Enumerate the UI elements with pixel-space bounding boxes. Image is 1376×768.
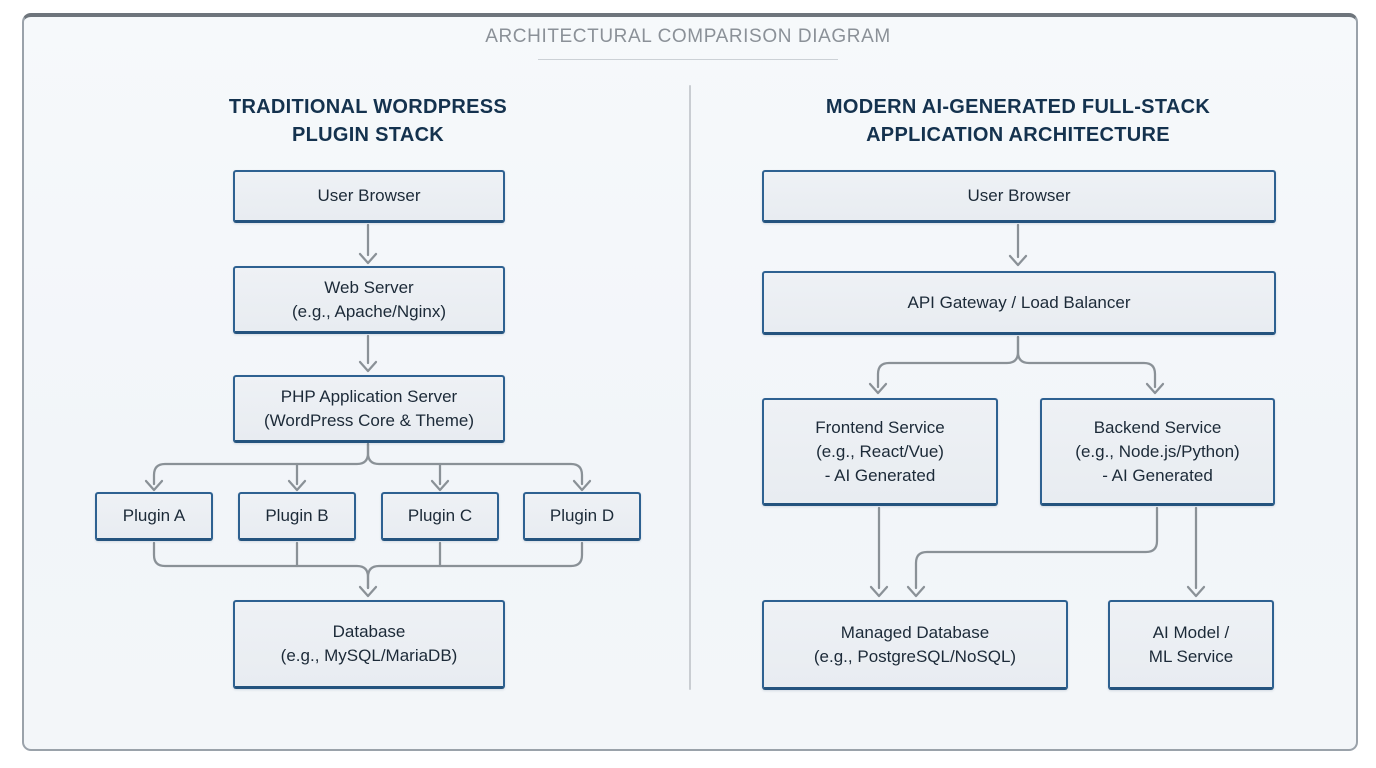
node-label: AI Model /: [1152, 622, 1230, 642]
node-plugin-b: [238, 492, 356, 541]
title-underline: [538, 59, 838, 60]
node-sublabel: (e.g., Node.js/Python): [1075, 441, 1240, 461]
node-label: Database: [332, 622, 406, 641]
right-heading-line-2: APPLICATION ARCHITECTURE: [866, 124, 1170, 146]
column-divider: [689, 85, 691, 690]
node-label: Web Server: [324, 277, 414, 297]
node-label: Managed Database: [840, 622, 990, 642]
node-label: PHP Application Server: [280, 386, 458, 406]
node-database: [233, 600, 505, 689]
node-user-browser-left: [233, 170, 505, 223]
node-api-gateway: [762, 271, 1276, 335]
node-ai-ml-service: [1108, 600, 1274, 690]
node-label: Plugin C: [407, 506, 473, 525]
left-column-heading: [168, 93, 568, 149]
node-sublabel: (e.g., MySQL/MariaDB): [280, 646, 458, 665]
node-sublabel-2: - AI Generated: [1102, 465, 1213, 485]
node-sublabel: (e.g., PostgreSQL/NoSQL): [813, 646, 1017, 666]
node-label: Frontend Service: [815, 417, 945, 437]
node-sublabel: (e.g., React/Vue): [816, 441, 944, 461]
node-plugin-a: [95, 492, 213, 541]
node-label: User Browser: [317, 186, 421, 205]
node-plugin-d: [523, 492, 641, 541]
node-label: Plugin A: [122, 506, 186, 525]
node-sublabel: (e.g., Apache/Nginx): [291, 301, 447, 321]
node-label: Backend Service: [1093, 417, 1222, 437]
node-sublabel: (WordPress Core & Theme): [263, 410, 475, 430]
node-plugin-c: [381, 492, 499, 541]
node-php-app-server: [233, 375, 505, 443]
node-user-browser-right: [762, 170, 1276, 223]
right-heading-line-1: MODERN AI-GENERATED FULL-STACK: [825, 96, 1211, 118]
diagram-title: ARCHITECTURAL COMPARISON DIAGRAM: [485, 26, 891, 47]
node-backend-service: [1040, 398, 1275, 506]
node-managed-database: [762, 600, 1068, 690]
left-heading-line-2: PLUGIN STACK: [291, 124, 445, 146]
node-frontend-service: [762, 398, 998, 506]
node-sublabel: ML Service: [1148, 646, 1234, 666]
node-label: Plugin D: [549, 506, 615, 525]
node-sublabel-2: - AI Generated: [824, 465, 936, 485]
right-column-heading: [768, 93, 1268, 149]
node-web-server: [233, 266, 505, 334]
node-label: API Gateway / Load Balancer: [907, 292, 1131, 312]
node-label: User Browser: [967, 186, 1071, 205]
node-label: Plugin B: [265, 506, 329, 525]
left-heading-line-1: TRADITIONAL WORDPRESS: [228, 96, 508, 118]
